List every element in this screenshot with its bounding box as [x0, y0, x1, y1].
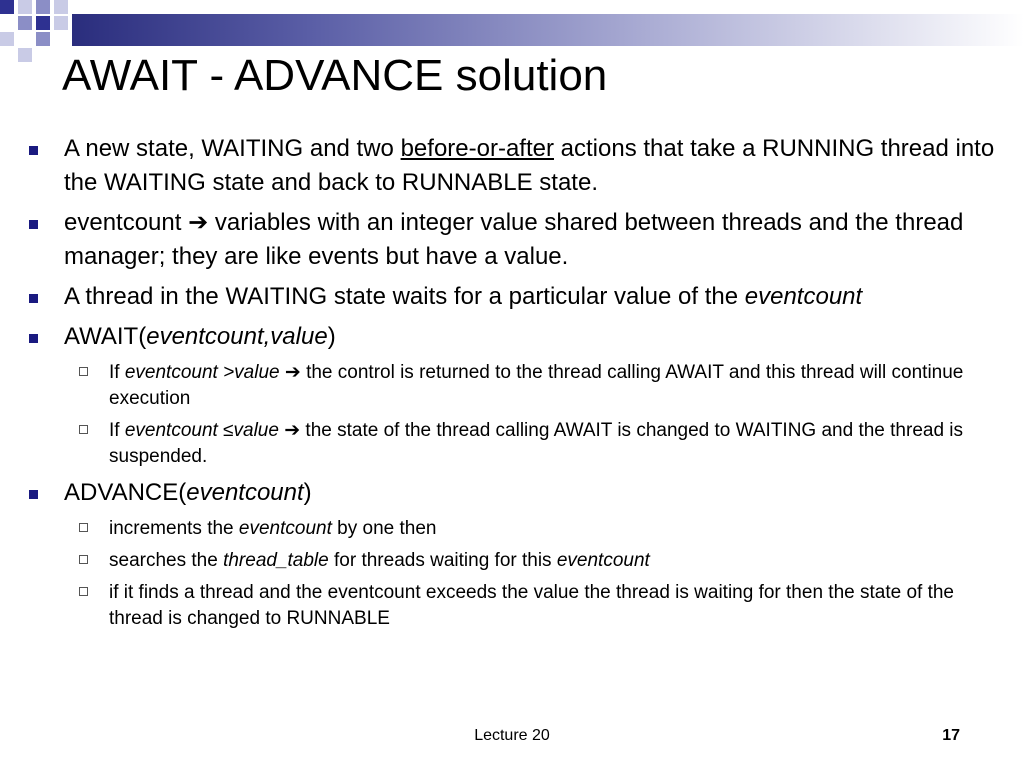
hollow-square-bullet-icon — [79, 587, 88, 596]
hollow-square-bullet-icon — [79, 367, 88, 376]
bullet-text: AWAIT( — [64, 323, 147, 350]
bullet-item — [0, 132, 1024, 200]
bullet-text: A new state, WAITING and two — [64, 135, 401, 162]
slide-title: AWAIT - ADVANCE solution — [62, 51, 608, 100]
header-gradient-bar — [72, 14, 1024, 46]
square-bullet-icon — [29, 220, 38, 229]
sub-bullet-text: if it finds a thread and the eventcount exceeds the value the thread is waiting for then the state of the thread is changed to RUNNABLE — [109, 582, 954, 629]
bullet-text: A thread in the WAITING state waits for a particular value of the — [64, 283, 745, 310]
square-bullet-icon — [29, 294, 38, 303]
sub-bullet-text: the control is returned to the thread calling AWAIT and this thread will continue execution — [109, 362, 964, 409]
arrow-right-icon: ➔ — [284, 362, 301, 383]
footer-label: Lecture 20 — [474, 727, 550, 744]
header-square — [36, 0, 50, 14]
sub-bullet-item — [0, 580, 1024, 632]
header-square — [0, 0, 14, 14]
sub-bullet-item — [0, 548, 1024, 574]
sub-bullet-text: If — [109, 362, 125, 383]
arrow-right-icon: ➔ — [284, 420, 301, 441]
sub-bullet-text: for threads waiting for this — [328, 550, 557, 571]
square-bullet-icon — [29, 490, 38, 499]
header-square — [18, 16, 32, 30]
sub-bullet-text: by one then — [331, 518, 437, 539]
header-square — [18, 48, 32, 62]
sub-bullet-item — [0, 516, 1024, 542]
header-square — [18, 0, 32, 14]
bullet-text: actions that take a RUNNING thread into the WAITING state and back to RUNNABLE state. — [64, 135, 995, 196]
header-square — [54, 16, 68, 30]
italic-term: eventcount >value — [124, 362, 280, 383]
underlined-term: before-or-after — [400, 135, 554, 162]
italic-term: thread_table — [223, 550, 329, 571]
bullet-item — [0, 206, 1024, 274]
sub-bullet-text: the state of the thread calling AWAIT is changed to WAITING and the thread is suspended. — [109, 420, 964, 467]
bullet-text: ADVANCE( — [64, 479, 187, 506]
sub-bullet-item — [0, 418, 1024, 470]
bullet-text: ) — [303, 479, 312, 506]
italic-term: eventcount — [556, 550, 650, 571]
bullet-item — [0, 280, 1024, 314]
square-bullet-icon — [29, 146, 38, 155]
bullet-item — [0, 320, 1024, 354]
italic-term: eventcount,value — [146, 323, 328, 350]
header-square — [54, 0, 68, 14]
sub-bullet-text: searches the — [109, 550, 224, 571]
header-square — [36, 16, 50, 30]
sub-bullet-text: increments the — [109, 518, 239, 539]
bullet-text: eventcount — [64, 209, 189, 236]
bullet-item — [0, 476, 1024, 510]
sub-bullet-text: If — [109, 420, 125, 441]
bullet-text: variables with an integer value shared between threads and the thread manager; they are like events but have a value. — [64, 209, 964, 270]
italic-term: eventcount — [238, 518, 332, 539]
bullet-text: ) — [327, 323, 336, 350]
header-square — [36, 32, 50, 46]
italic-term: eventcount ≤value — [124, 420, 279, 441]
hollow-square-bullet-icon — [79, 425, 88, 434]
hollow-square-bullet-icon — [79, 523, 88, 532]
header-square — [0, 32, 14, 46]
italic-term: eventcount — [744, 283, 863, 310]
slide-content — [0, 132, 1024, 638]
square-bullet-icon — [29, 334, 38, 343]
arrow-right-icon: ➔ — [188, 209, 209, 236]
hollow-square-bullet-icon — [79, 555, 88, 564]
italic-term: eventcount — [186, 479, 304, 506]
page-number: 17 — [942, 727, 960, 744]
sub-bullet-item — [0, 360, 1024, 412]
